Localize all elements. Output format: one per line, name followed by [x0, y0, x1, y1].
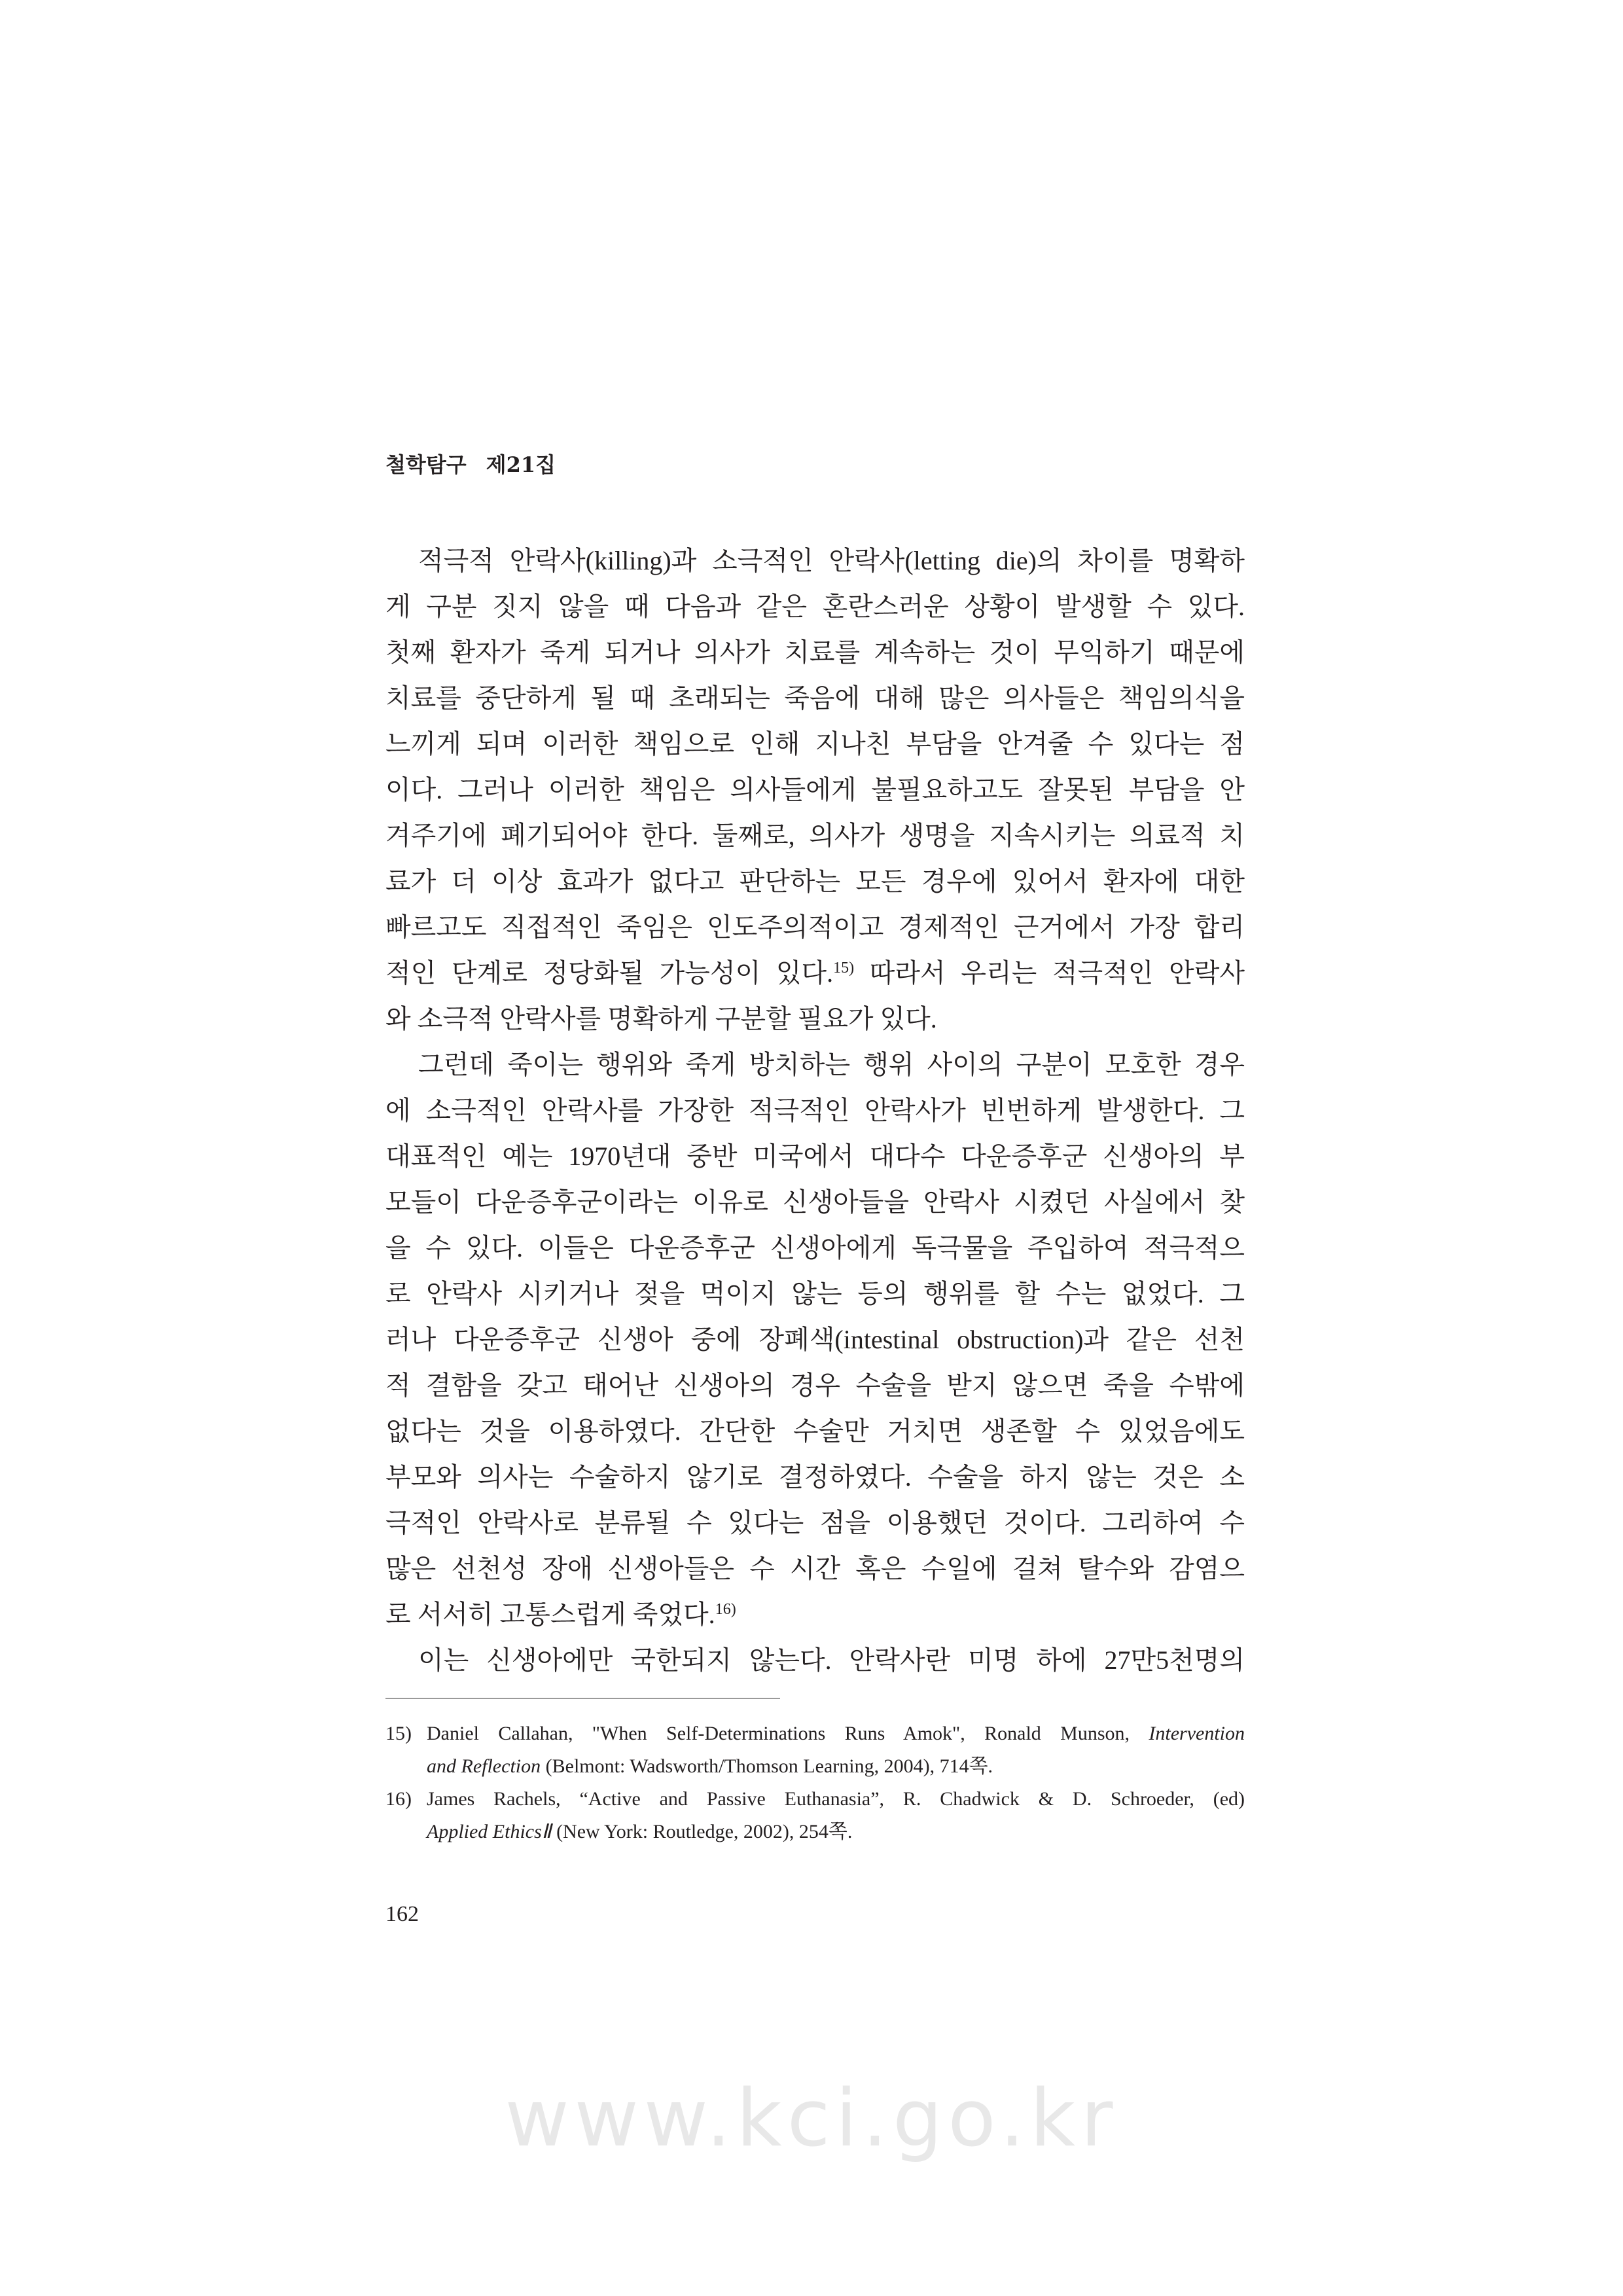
footnote-rule	[385, 1698, 780, 1699]
running-header	[385, 450, 556, 479]
footnote-line	[385, 1750, 1245, 1783]
text-line	[385, 950, 1245, 996]
body-text	[385, 538, 1245, 1683]
text-line: 료가 더 이상 효과가 없다고 판단하는 모든 경우에 있어서 환자에 대한	[385, 867, 1245, 896]
text-line: 러나 다운증후군 신생아 중에 장폐색(intestinal obstruction)과 같은 선천	[385, 1325, 1245, 1354]
text-line: 적 결함을 갖고 태어난 신생아의 경우 수술을 받지 않으면 죽을 수밖에	[385, 1371, 1245, 1400]
text-line: 없다는 것을 이용하였다. 간단한 수술만 거치면 생존할 수 있었음에도	[385, 1416, 1245, 1446]
footnote-text: (Belmont: Wadsworth/Thomson Learning, 2004), 714쪽.	[541, 1755, 993, 1777]
footnote-number: 16)	[385, 1788, 412, 1810]
footnote-16	[385, 1783, 1245, 1848]
paragraph-3	[385, 1638, 1245, 1683]
footnote-15	[385, 1717, 1245, 1783]
paragraph-1	[385, 538, 1245, 1042]
text-line	[385, 1592, 1245, 1638]
footnotes	[385, 1717, 1245, 1848]
issue-number: 제21집	[486, 452, 556, 477]
text-line: 적극적 안락사(killing)과 소극적인 안락사(letting die)의 차이를 명확하	[418, 546, 1245, 575]
text-line: 빠르고도 직접적인 죽임은 인도주의적이고 경제적인 근거에서 가장 합리	[385, 912, 1245, 942]
text-line: 치료를 중단하게 될 때 초래되는 죽음에 대해 많은 의사들은 책임의식을	[385, 683, 1245, 713]
journal-title: 철학탐구	[385, 452, 467, 477]
text-line: 부모와 의사는 수술하지 않기로 결정하였다. 수술을 하지 않는 것은 소	[385, 1462, 1245, 1492]
footnote-text: (New York: Routledge, 2002), 254쪽.	[551, 1821, 853, 1842]
text-line: 그런데 죽이는 행위와 죽게 방치하는 행위 사이의 구분이 모호한 경우	[418, 1050, 1245, 1079]
footnote-text: Daniel Callahan, "When Self-Determinations Runs Amok", Ronald Munson,	[427, 1723, 1149, 1744]
footnote-italic-text: Intervention	[1149, 1723, 1245, 1744]
text-segment: 로 서서히 고통스럽게 죽었다.	[385, 1600, 715, 1629]
text-line: 이는 신생아에만 국한되지 않는다. 안락사란 미명 하에 27만5천명의	[418, 1645, 1245, 1675]
text-line: 을 수 있다. 이들은 다운증후군 신생아에게 독극물을 주입하여 적극적으	[385, 1233, 1245, 1263]
text-line: 게 구분 짓지 않을 때 다음과 같은 혼란스러운 상황이 발생할 수 있다.	[385, 592, 1245, 621]
text-line: 모들이 다운증후군이라는 이유로 신생아들을 안락사 시켰던 사실에서 찾	[385, 1187, 1245, 1217]
page-number: 162	[385, 1902, 419, 1926]
footnote-ref: 16)	[715, 1601, 736, 1618]
footnote-line	[385, 1816, 1245, 1848]
text-segment: 적인 단계로 정당화될 가능성이 있다.	[385, 958, 834, 988]
text-line: 첫째 환자가 죽게 되거나 의사가 치료를 계속하는 것이 무익하기 때문에	[385, 637, 1245, 667]
text-line: 이다. 그러나 이러한 책임은 의사들에게 불필요하고도 잘못된 부담을 안	[385, 775, 1245, 804]
text-line: 로 안락사 시키거나 젖을 먹이지 않는 등의 행위를 할 수는 없었다. 그	[385, 1279, 1245, 1308]
text-line: 겨주기에 폐기되어야 한다. 둘째로, 의사가 생명을 지속시키는 의료적 치	[385, 821, 1245, 850]
paragraph-2	[385, 1042, 1245, 1638]
footnote-ref: 15)	[833, 960, 855, 977]
footnote-line	[385, 1783, 1245, 1816]
text-line: 대표적인 예는 1970년대 중반 미국에서 대다수 다운증후군 신생아의 부	[385, 1141, 1245, 1171]
text-line: 느끼게 되며 이러한 책임으로 인해 지나친 부담을 안겨줄 수 있다는 점	[385, 729, 1245, 759]
watermark: www.kci.go.kr	[505, 2073, 1118, 2164]
footnote-text: James Rachels, “Active and Passive Euthanasia”, R. Chadwick & D. Schroeder, (ed)	[427, 1788, 1245, 1810]
text-line: 많은 선천성 장애 신생아들은 수 시간 혹은 수일에 걸쳐 탈수와 감염으	[385, 1554, 1245, 1583]
footnote-line	[385, 1717, 1245, 1750]
footnote-italic-text: and Reflection	[427, 1755, 541, 1777]
text-line: 에 소극적인 안락사를 가장한 적극적인 안락사가 빈번하게 발생한다. 그	[385, 1096, 1245, 1125]
text-line: 극적인 안락사로 분류될 수 있다는 점을 이용했던 것이다. 그리하여 수	[385, 1508, 1245, 1537]
footnote-italic-text: Applied EthicsⅡ	[427, 1821, 552, 1842]
footnote-number: 15)	[385, 1723, 412, 1744]
text-line: 와 소극적 안락사를 명확하게 구분할 필요가 있다.	[385, 1004, 937, 1033]
text-segment: 따라서 우리는 적극적인 안락사	[854, 958, 1245, 988]
